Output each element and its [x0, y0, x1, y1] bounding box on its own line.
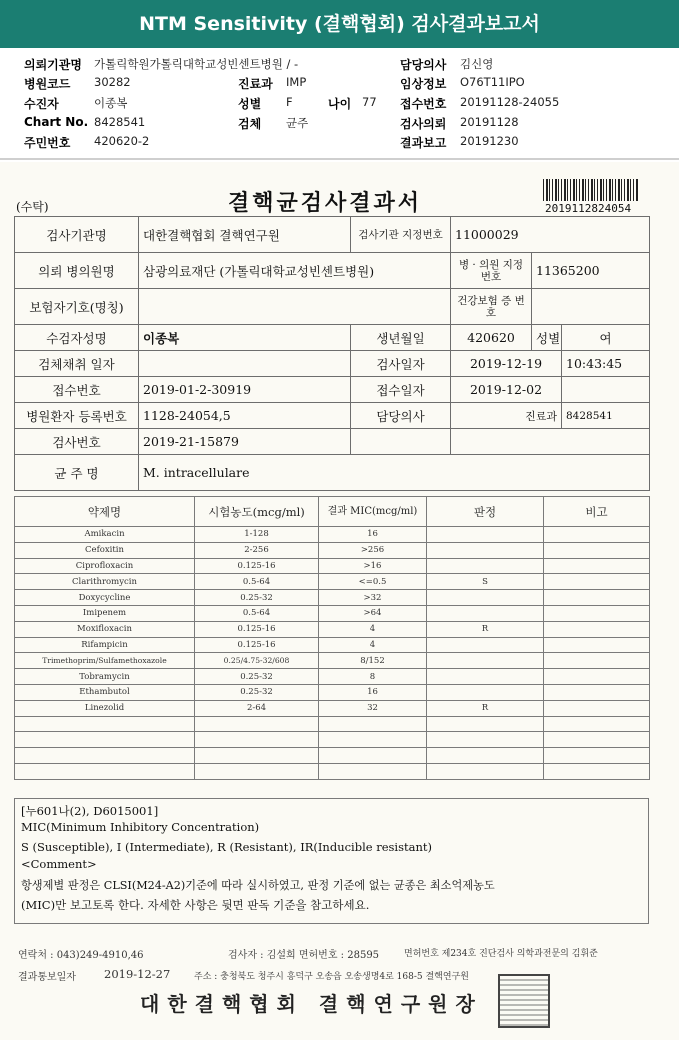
footer-address: 주소 : 충청북도 청주시 흥덕구 오송읍 오송생명4로 168-5 결핵연구원 [194, 972, 469, 982]
drug-note-cell [544, 574, 650, 590]
conc-col-header: 시험농도(mcg/ml) [195, 497, 319, 527]
exam-no-label: 검사번호 [15, 429, 139, 455]
comment-heading: <Comment> [21, 857, 97, 871]
drug-name-cell [15, 732, 195, 748]
comment-legend: S (Susceptible), I (Intermediate), R (Resistant), IR(Inducible resistant) [21, 840, 432, 854]
sex-label: 성별 [238, 97, 262, 111]
drug-name-cell: Moxifloxacin [15, 621, 195, 637]
drug-conc-cell: 0.25-32 [195, 590, 319, 606]
drug-judge-cell [427, 748, 544, 764]
drug-judge-cell: R [427, 621, 544, 637]
drug-name-cell: Trimethoprim/Sulfamethoxazole [15, 653, 195, 669]
judge-col-header: 판정 [427, 497, 544, 527]
drug-note-cell [544, 542, 650, 558]
drug-mic-cell: >32 [319, 590, 427, 606]
drug-row [15, 748, 650, 764]
drug-note-cell [544, 684, 650, 700]
comment-mic-def: MIC(Minimum Inhibitory Concentration) [21, 820, 260, 834]
drug-name-cell [15, 748, 195, 764]
drug-conc-cell: 0.5-64 [195, 574, 319, 590]
report-header-table [14, 216, 650, 491]
drug-row [15, 605, 650, 621]
drug-name-cell [15, 716, 195, 732]
lab-value: 대한결핵협회 결핵연구원 [139, 217, 351, 253]
drug-conc-cell: 0.125-16 [195, 558, 319, 574]
dob-label: 생년월일 [351, 325, 451, 351]
request-date-value: 20191128 [460, 115, 519, 129]
drug-judge-cell [427, 605, 544, 621]
drug-note-cell [544, 669, 650, 685]
footer-notify-label: 결과통보일자 [18, 972, 76, 983]
footer-contact: 연락처 : 043)249-4910,46 [18, 950, 144, 961]
drug-row [15, 716, 650, 732]
req-hosp-label: 의뢰 병의원명 [15, 253, 139, 289]
footer-license: 면허번호 제234호 진단검사 의학과전문의 김휘준 [404, 949, 598, 959]
drug-mic-cell: >64 [319, 605, 427, 621]
report-dept-value: 8428541 [562, 403, 650, 429]
strain-label: 균 주 명 [15, 455, 139, 491]
drug-name-cell: Rifampicin [15, 637, 195, 653]
drug-judge-cell [427, 763, 544, 779]
drug-mic-cell: 4 [319, 621, 427, 637]
institution-label: 의뢰기관명 [24, 58, 82, 72]
drug-name-cell: Ethambutol [15, 684, 195, 700]
comment-line-2: (MIC)만 보고토록 한다. 자세한 사항은 뒷면 판독 기준을 참고하세요. [21, 898, 370, 912]
drug-note-cell [544, 558, 650, 574]
resident-no-label: 주민번호 [24, 136, 71, 150]
dept-label: 진료과 [238, 77, 273, 91]
collect-date-label: 검체채취 일자 [15, 351, 139, 377]
drug-row [15, 763, 650, 779]
patient-info-panel [0, 48, 679, 160]
drug-mic-cell: 16 [319, 684, 427, 700]
drug-judge-cell [427, 732, 544, 748]
drug-judge-cell [427, 590, 544, 606]
drug-name-cell [15, 763, 195, 779]
clinical-value: O76T11IPO [460, 75, 525, 89]
received-date-label: 접수일자 [351, 377, 451, 403]
report-heading: 결핵균검사결과서 [228, 190, 423, 216]
specimen-label: 검체 [238, 117, 262, 131]
drug-conc-cell: 0.5-64 [195, 605, 319, 621]
hosp-code-label: 병원코드 [24, 77, 71, 91]
insurer-label: 보험자기호(명칭) [15, 289, 139, 325]
drug-conc-cell: 0.25-32 [195, 684, 319, 700]
dept-value: IMP [286, 75, 307, 89]
drug-row [15, 700, 650, 716]
drug-name-cell: Ciprofloxacin [15, 558, 195, 574]
drug-name-cell: Doxycycline [15, 590, 195, 606]
strain-value: M. intracellulare [139, 455, 650, 491]
collect-date-value [139, 351, 351, 377]
drug-col-header: 약제명 [15, 497, 195, 527]
sex-value: F [286, 95, 293, 109]
receipt-label: 접수번호 [400, 97, 447, 111]
drug-note-cell [544, 653, 650, 669]
drug-judge-cell: R [427, 700, 544, 716]
chart-no-value: 8428541 [94, 115, 146, 129]
drug-judge-cell [427, 542, 544, 558]
footer-tester: 검사자 : 김설희 면허번호 : 28595 [228, 950, 380, 961]
drug-mic-cell: 16 [319, 527, 427, 543]
chart-no-label: Chart No. [24, 115, 89, 129]
attending-doctor-label: 담당의사 [351, 403, 451, 429]
drug-note-cell [544, 527, 650, 543]
doctor-label: 담당의사 [400, 58, 447, 72]
accession-value: 2019-01-2-30919 [139, 377, 351, 403]
drug-mic-cell: <=0.5 [319, 574, 427, 590]
institution-value: 가톨릭학원가톨릭대학교성빈센트병원 / - [94, 57, 299, 71]
drug-conc-cell [195, 763, 319, 779]
doctor-value: 김신영 [460, 57, 494, 71]
drug-row [15, 574, 650, 590]
footer-notify-date: 2019-12-27 [104, 967, 171, 981]
drug-mic-cell [319, 732, 427, 748]
drug-mic-cell: 32 [319, 700, 427, 716]
drug-conc-cell [195, 748, 319, 764]
subject-value: 이종복 [139, 325, 351, 351]
drug-note-cell [544, 590, 650, 606]
institute-director-name: 대한결핵협회 결핵연구원장 [140, 992, 483, 1016]
drug-conc-cell [195, 716, 319, 732]
drug-judge-cell [427, 558, 544, 574]
comment-box [14, 798, 649, 924]
drug-judge-cell [427, 527, 544, 543]
report-dept-label: 진료과 [451, 403, 562, 429]
drug-mic-cell: 8 [319, 669, 427, 685]
hosp-code-value: 30282 [94, 75, 131, 89]
consignment-mark: (수탁) [16, 200, 49, 214]
test-date-value: 2019-12-19 [451, 351, 562, 377]
age-label: 나이 [328, 97, 352, 111]
drug-name-cell: Amikacin [15, 527, 195, 543]
subject-sex-label: 성별 [532, 325, 562, 351]
drug-row [15, 637, 650, 653]
age-value: 77 [362, 95, 377, 109]
drug-mic-cell [319, 748, 427, 764]
comment-line-1: 항생제별 판정은 CLSI(M24-A2)기준에 따라 실시하였고, 판정 기준에 없는 균종은 최소억제농도 [21, 879, 495, 892]
official-seal [498, 974, 550, 1028]
received-extra [562, 377, 650, 403]
drug-mic-cell [319, 716, 427, 732]
drug-conc-cell [195, 732, 319, 748]
lab-no-label: 검사기관 지정번호 [351, 217, 451, 253]
reg-no-label: 병원환자 등록번호 [15, 403, 139, 429]
drug-note-cell [544, 763, 650, 779]
drug-conc-cell: 1-128 [195, 527, 319, 543]
drug-conc-cell: 2-256 [195, 542, 319, 558]
drug-note-cell [544, 748, 650, 764]
drug-mic-cell [319, 763, 427, 779]
drug-note-cell [544, 716, 650, 732]
drug-mic-cell: 4 [319, 637, 427, 653]
specimen-value: 균주 [286, 116, 309, 130]
drug-mic-cell: >16 [319, 558, 427, 574]
drug-row [15, 558, 650, 574]
comment-code: [누601나(2), D6015001] [21, 804, 159, 818]
drug-note-cell [544, 621, 650, 637]
received-date-value: 2019-12-02 [451, 377, 562, 403]
drug-row [15, 621, 650, 637]
drug-note-cell [544, 605, 650, 621]
note-col-header: 비고 [544, 497, 650, 527]
drug-name-cell: Linezolid [15, 700, 195, 716]
drug-row [15, 669, 650, 685]
drug-row [15, 684, 650, 700]
subject-label: 수검자성명 [15, 325, 139, 351]
drug-judge-cell [427, 653, 544, 669]
drug-row [15, 732, 650, 748]
insured-no-value [532, 289, 650, 325]
patient-label: 수진자 [24, 97, 59, 111]
drug-row [15, 653, 650, 669]
drug-judge-cell: S [427, 574, 544, 590]
drug-note-cell [544, 700, 650, 716]
hosp-no-value: 11365200 [532, 253, 650, 289]
report-title: NTM Sensitivity (결핵협회) 검사결과보고서 [0, 0, 679, 48]
lab-label: 검사기관명 [15, 217, 139, 253]
req-hosp-value: 삼광의료재단 (가톨릭대학교성빈센트병원) [139, 253, 451, 289]
report-date-value: 20191230 [460, 134, 519, 148]
insured-no-label: 건강보험 증 번 호 [451, 289, 532, 325]
patient-value: 이종복 [94, 96, 128, 110]
exam-no-value: 2019-21-15879 [139, 429, 351, 455]
drug-judge-cell [427, 669, 544, 685]
drug-judge-cell [427, 716, 544, 732]
exam-empty-1 [351, 429, 451, 455]
subject-sex-value: 여 [562, 325, 650, 351]
drug-row [15, 590, 650, 606]
drug-note-cell [544, 732, 650, 748]
drug-name-cell: Cefoxitin [15, 542, 195, 558]
hosp-no-label: 병 · 의원 지정번호 [451, 253, 532, 289]
drug-conc-cell: 2-64 [195, 700, 319, 716]
request-date-label: 검사의뢰 [400, 117, 447, 131]
clinical-label: 임상정보 [400, 77, 447, 91]
drug-judge-cell [427, 684, 544, 700]
accession-label: 접수번호 [15, 377, 139, 403]
drug-name-cell: Clarithromycin [15, 574, 195, 590]
drug-mic-cell: >256 [319, 542, 427, 558]
mic-col-header: 결과 MIC(mcg/ml) [319, 497, 427, 527]
resident-no-value: 420620-2 [94, 134, 150, 148]
drug-name-cell: Imipenem [15, 605, 195, 621]
drug-conc-cell: 0.25-32 [195, 669, 319, 685]
barcode-number: 2019112824054 [545, 202, 632, 215]
dob-value: 420620 [451, 325, 532, 351]
drug-name-cell: Tobramycin [15, 669, 195, 685]
drug-conc-cell: 0.25/4.75-32/608 [195, 653, 319, 669]
drug-conc-cell: 0.125-16 [195, 637, 319, 653]
drug-note-cell [544, 637, 650, 653]
drug-mic-cell: 8/152 [319, 653, 427, 669]
reg-no-value: 1128-24054,5 [139, 403, 351, 429]
receipt-value: 20191128-24055 [460, 95, 560, 109]
barcode [543, 179, 638, 201]
lab-no-value: 11000029 [451, 217, 650, 253]
exam-empty-2 [451, 429, 650, 455]
drug-judge-cell [427, 637, 544, 653]
drug-row [15, 527, 650, 543]
susceptibility-table [14, 496, 650, 780]
drug-conc-cell: 0.125-16 [195, 621, 319, 637]
test-date-label: 검사일자 [351, 351, 451, 377]
insurer-value [139, 289, 451, 325]
test-time-value: 10:43:45 [562, 351, 650, 377]
scanned-report-image [0, 162, 679, 1040]
drug-row [15, 542, 650, 558]
report-date-label: 결과보고 [400, 136, 447, 150]
